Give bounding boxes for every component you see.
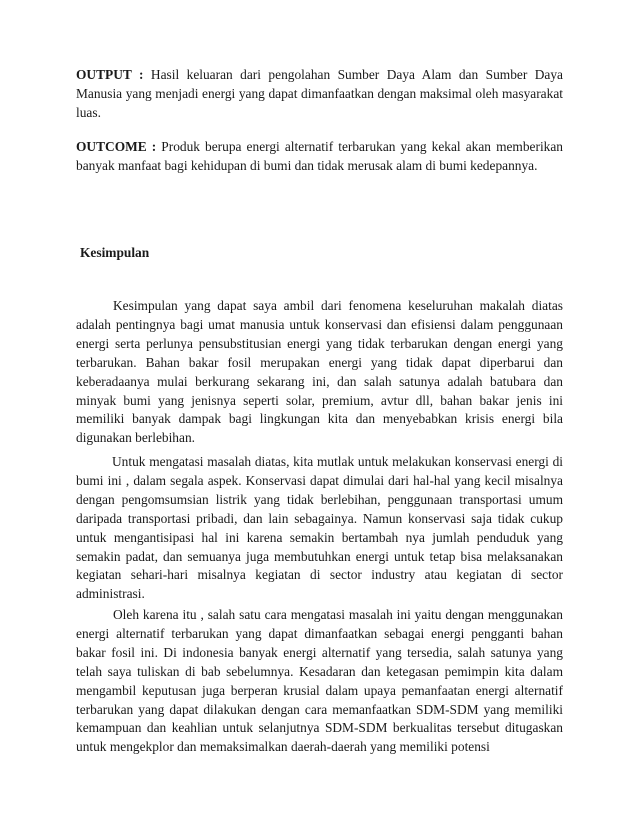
conclusion-paragraph-1: Kesimpulan yang dapat saya ambil dari fenomena keseluruhan makalah diatas adalah pentingnya bagi umat manusia untuk konservasi dan efisiensi dalam penggunaan energi serta perlunya pensubstitusian energi yang tidak terbarukan dengan energi yang terbarukan. Bahan bakar fosil merupakan energi yang tidak dapat diperbarui dan keberadaanya mulai berkurang sekarang ini, dan salah satunya adalah batubara dan minyak bumi yang jenisnya seperti solar, premium, avtur dll, bahan bakar jenis ini memiliki banyak dampak bagi lingkungan kita dan menyebabkan krisis energi bila digunakan berlebihan. — [76, 298, 563, 446]
outcome-text: Produk berupa energi alternatif terbarukan yang kekal akan memberikan banyak manfaat bagi kehidupan di bumi dan tidak merusak alam di bumi kedepannya. — [76, 139, 564, 173]
output-paragraph — [76, 66, 563, 123]
conclusion-paragraph-2: Untuk mengatasi masalah diatas, kita mutlak untuk melakukan konservasi energi di bumi ini , dalam segala aspek. Konservasi dapat dimulai dari hal-hal yang kecil misalnya dengan pengomsumsian listrik yang tidak berlebihan, penggunaan transportasi umum daripada transportasi pribadi, dan lain sebagainya. Namun konservasi saja tidak cukup untuk mengantisipasi hal ini karena semakin bertambah nya jumlah penduduk yang semakin padat, dan semuanya juga membutuhkan energi untuk tetap bisa melaksanakan kegiatan sehari-hari misalnya kegiatan di sector industry atau kegiatan di sector administrasi. — [76, 454, 563, 602]
conclusion-paragraph-3: Oleh karena itu , salah satu cara mengatasi masalah ini yaitu dengan menggunakan energi alternatif terbarukan yang dapat dimanfaatkan sebagai energi pengganti bahan bakar fosil ini. Di indonesia banyak energi alternatif yang tersedia, salah satunya yang telah saya tuliskan di bab sebelumnya. Kesadaran dan ketegasan pemimpin kita dalam mengambil keputusan juga berperan krusial dalam upaya pemanfaatan energi alternatif terbarukan yang dapat dilakukan dengan cara memanfaatkan SDM-SDM yang memiliki kemampuan dan keahlian untuk selanjutnya SDM-SDM berkualitas tersebut ditugaskan untuk mengekplor dan memaksimalkan daerah-daerah yang memiliki potensi — [76, 607, 563, 755]
outcome-label: OUTCOME : — [76, 139, 157, 154]
output-label: OUTPUT — [76, 67, 132, 82]
output-text: Hasil keluaran dari pengolahan Sumber Daya Alam dan Sumber Daya Manusia yang menjadi energi yang dapat dimanfaatkan dengan maksimal oleh masyarakat luas. — [76, 67, 563, 120]
conclusion-heading: Kesimpulan — [80, 245, 150, 260]
output-separator: : — [131, 67, 144, 82]
outcome-paragraph — [76, 138, 563, 176]
